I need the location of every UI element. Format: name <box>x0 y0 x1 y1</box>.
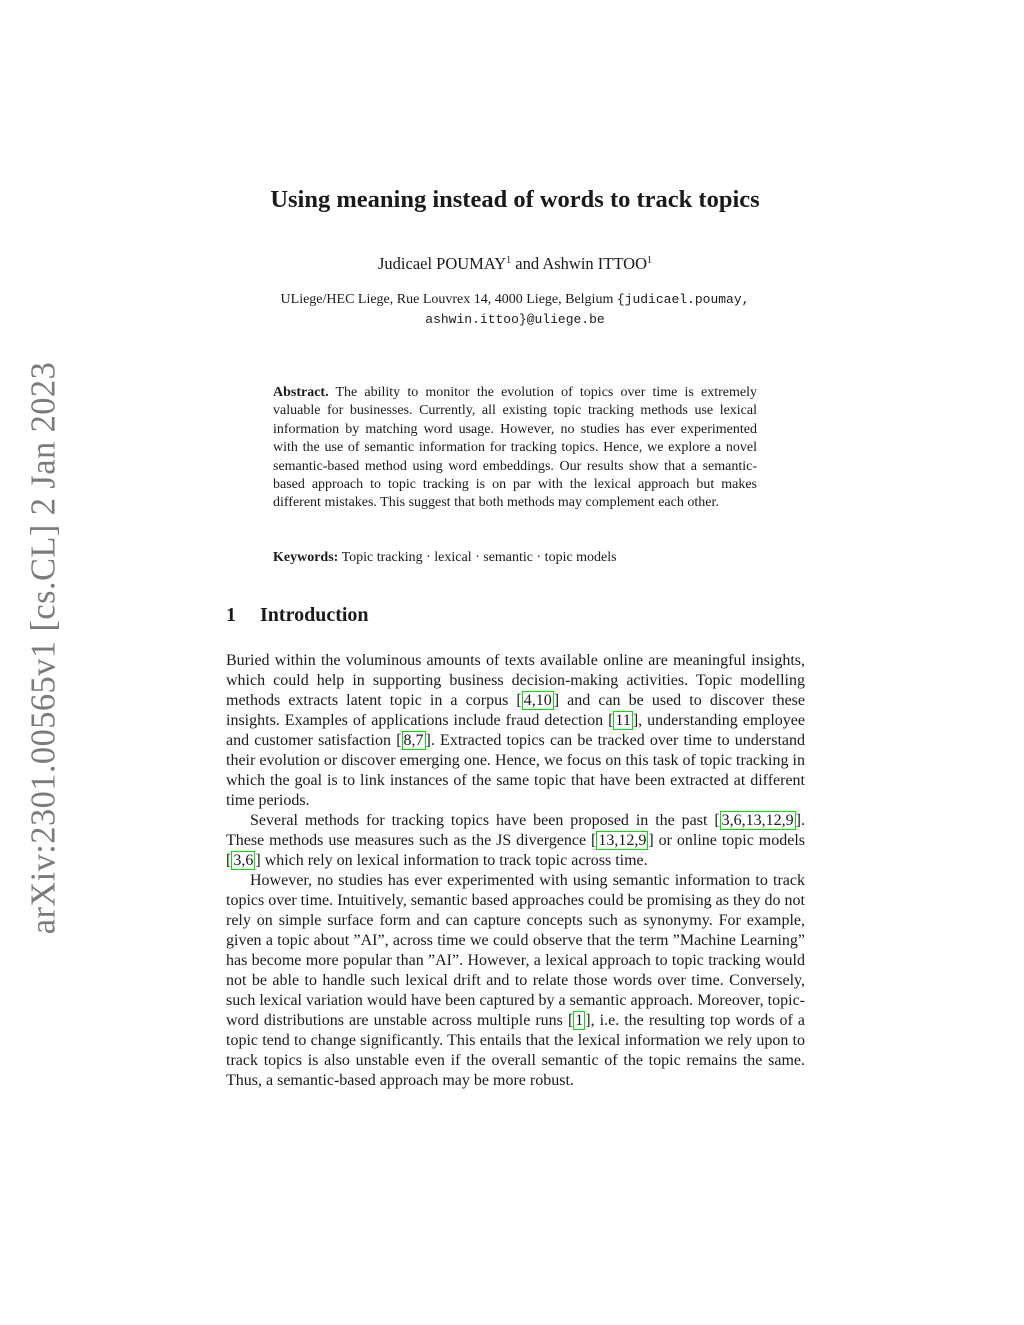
keywords-text: Topic tracking · lexical · semantic · topic models <box>338 550 617 565</box>
author-joiner: and <box>511 254 543 273</box>
paragraph-text: which rely on lexical information to track topic across time. <box>260 852 648 869</box>
email-line: ashwin.ittoo}@uliege.be <box>425 312 605 327</box>
paragraph-text: Buried within the voluminous amounts of texts available online are meaningful insights, which could help in supporting business decision-making activities. Topic modelling methods extracts latent topic in a corpus <box>226 652 805 709</box>
citation-link[interactable]: 11 <box>615 712 631 729</box>
paragraph-text: . Extracted topics can be tracked over time to understand their evolution or discover emerging one. Hence, we focus on this task of topic tracking in which the goal is to link instances of the same topic that have been extracted at different time periods. <box>226 732 805 809</box>
abstract <box>273 384 757 513</box>
paragraph-text: However, no studies has ever experimented with using semantic information to track topics over time. Intuitively, semantic based approaches could be promising as they do not rely on simple surface form and can capture concepts such as synonymy. For example, given a topic about ”AI”, across time we could observe that the term ”Machine Learning” has become more popular than ”AI”. However, a lexical approach to topic tracking would not be able to handle such lexical drift and to relate those words over time. Conversely, such lexical variation would have been captured by a semantic approach. Moreover, topic-word distributions are unstable across multiple runs <box>226 872 805 1029</box>
citation-link[interactable]: 13,12,9 <box>598 832 647 849</box>
affiliation-mark: 1 <box>647 255 652 266</box>
affiliation-mark: 1 <box>506 255 512 266</box>
paragraph-text: and can be used to discover these insights. Examples of applications include fraud detection <box>226 692 805 729</box>
arxiv-identifier-stamp: arXiv:2301.00565v1 [cs.CL] 2 Jan 2023 <box>24 361 63 935</box>
citation-link[interactable]: 4,10 <box>523 692 552 709</box>
section-heading <box>226 604 369 627</box>
paragraph-text: , understanding employee and customer satisfaction <box>226 712 806 749</box>
paragraph-text: Several methods for tracking topics have been proposed in the past <box>250 812 715 829</box>
affiliation <box>240 290 790 330</box>
citation-link[interactable]: 3,6,13,12,9 <box>721 812 794 829</box>
intro-body <box>226 651 805 1091</box>
affiliation-address: ULiege/HEC Liege, Rue Louvrex 14, 4000 Liege, Belgium <box>280 292 617 307</box>
abstract-label: Abstract. <box>273 385 329 400</box>
keywords <box>273 549 773 567</box>
keywords-label: Keywords: <box>273 550 339 565</box>
paragraph-text: . These methods use measures such as the JS divergence <box>226 812 805 849</box>
author-name: Judicael POUMAY <box>377 254 507 273</box>
section-title: Introduction <box>260 604 369 626</box>
paragraph-text: , i.e. the resulting top words of a topic tend to change significantly. This entails that the lexical information we rely upon to track topics is also unstable even if the overall semantic of the topic remains the same. Thus, a semantic-based approach may be more robust. <box>226 1012 805 1089</box>
citation-link[interactable]: 1 <box>575 1012 584 1029</box>
paragraph: Several methods for tracking topics have been proposed in the past [ 3,6,13,12,9 ]. These methods use measures such as the JS divergence [ 13,12,9 ] or online topic models [ 3,6 ] which rely on lexical information to track topic across time. <box>226 812 806 869</box>
paragraph: Buried within the voluminous amounts of texts available online are meaningful insights, which could help in supporting business decision-making activities. Topic modelling methods extracts latent topic in a corpus [ 4,10 ] and can be used to discover these insights. Examples of applications include fraud detection [ 11 ], understanding employee and customer satisfaction [ 8,7 ]. Extracted topics can be tracked over time to understand their evolution or discover emerging one. Hence, we focus on this task of topic tracking in which the goal is to link instances of the same topic that have been extracted at different time periods. <box>226 652 806 809</box>
citation-link[interactable]: 3,6 <box>233 852 254 869</box>
citation-link[interactable]: 8,7 <box>403 732 424 749</box>
paper-title: Using meaning instead of words to track topics <box>270 186 760 213</box>
abstract-text: The ability to monitor the evolution of topics over time is extremely valuable for businesses. Currently, all existing topic tracking methods use lexical information by matching word usage. However, no studies has ever experimented with the use of semantic information for tracking topics. Hence, we explore a novel semantic-based method using word embeddings. Our results show that a semantic-based approach to topic tracking is on par with the lexical approach but makes different mistakes. This suggest that both methods may complement each other. <box>273 385 757 511</box>
email-line: {judicael.poumay, <box>616 292 750 307</box>
paragraph: However, no studies has ever experimented with using semantic information to track topics over time. Intuitively, semantic based approaches could be promising as they do not rely on simple surface form and can capture concepts such as synonymy. For example, given a topic about ”AI”, across time we could observe that the term ”Machine Learning” has become more popular than ”AI”. However, a lexical approach to topic tracking would not be able to handle such lexical drift and to relate those words over time. Conversely, such lexical variation would have been captured by a semantic approach. Moreover, topic-word distributions are unstable across multiple runs [ 1 ], i.e. the resulting top words of a topic tend to change significantly. This entails that the lexical information we rely upon to track topics is also unstable even if the overall semantic of the topic remains the same. Thus, a semantic-based approach may be more robust. <box>226 872 805 1089</box>
author-name: Ashwin ITTOO <box>542 254 647 273</box>
author-line <box>0 254 1024 274</box>
section-number: 1 <box>226 604 236 626</box>
paragraph-text: or online topic models <box>653 832 806 849</box>
